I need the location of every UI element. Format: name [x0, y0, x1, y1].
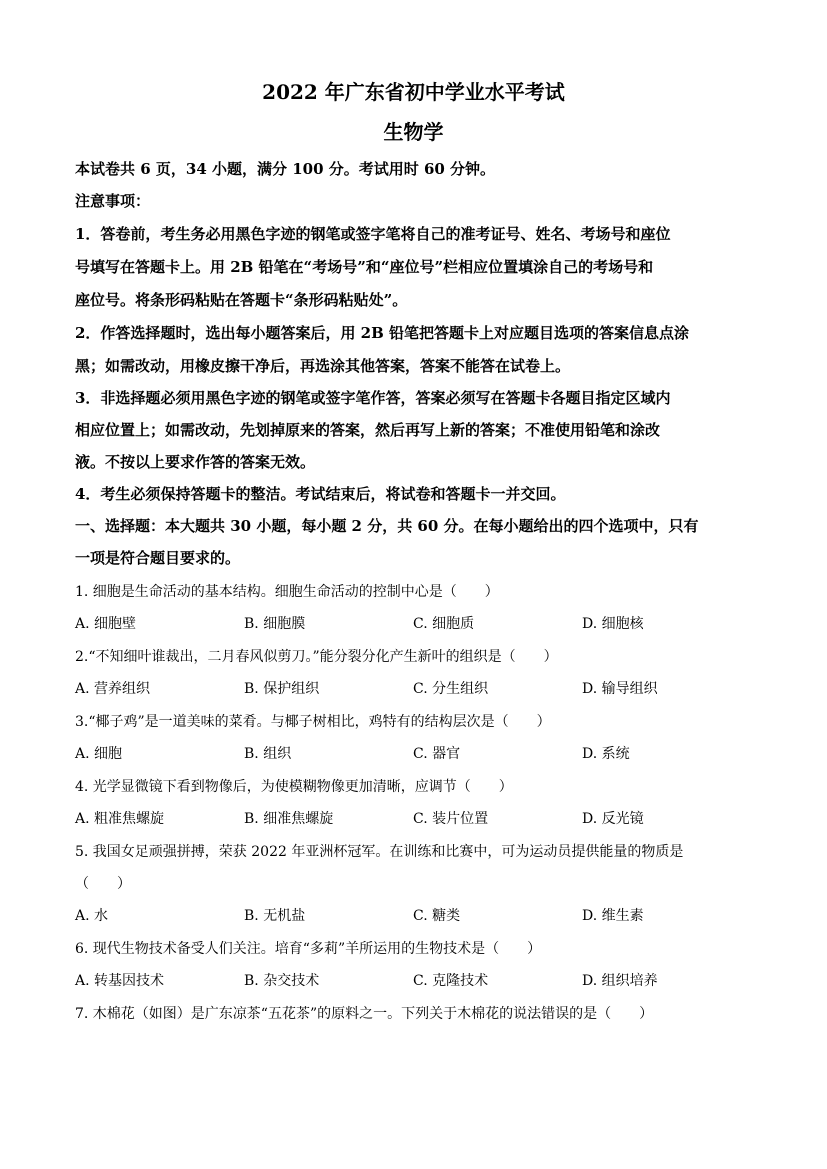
notice-line: 座位号。将条形码粘贴在答题卡“条形码粘贴处”。	[75, 291, 408, 309]
question-stem: 4. 光学显微镜下看到物像后，为使模糊物像更加清晰，应调节（ ）	[75, 779, 513, 795]
notice-line: 1．答卷前，考生务必用黑色字迹的钢笔或签字笔将自己的准考证号、姓名、考场号和座位	[75, 225, 671, 243]
option-d: D. 维生素	[582, 908, 644, 924]
option-c: C. 装片位置	[413, 811, 489, 827]
section-heading: 一项是符合题目要求的。	[75, 549, 241, 567]
option-c: C. 糖类	[413, 908, 461, 924]
notice-line: 号填写在答题卡上。用 2B 铅笔在“考场号”和“座位号”栏相应位置填涂自己的考场号和	[75, 258, 654, 276]
exam-title: 2022 年广东省初中学业水平考试	[262, 80, 565, 104]
option-d: D. 输导组织	[582, 681, 658, 697]
option-b: B. 组织	[244, 746, 292, 762]
notice-heading: 注意事项：	[75, 192, 151, 210]
section-heading: 一、选择题：本大题共 30 小题，每小题 2 分，共 60 分。在每小题给出的四个选项中，只有	[75, 517, 699, 535]
option-a: A. 细胞	[75, 746, 123, 762]
notice-line: 3．非选择题必须用黑色字迹的钢笔或签字笔作答，答案必须写在答题卡各题目指定区域内	[75, 389, 671, 407]
option-c: C. 细胞质	[413, 616, 475, 632]
subject-title: 生物学	[383, 120, 444, 144]
question-stem-continued: （ ）	[75, 876, 131, 892]
option-c: C. 器官	[413, 746, 461, 762]
option-a: A. 营养组织	[75, 681, 151, 697]
question-stem: 7. 木棉花（如图）是广东凉茶“五花茶”的原料之一。下列关于木棉花的说法错误的是（ ）	[75, 1006, 654, 1022]
notice-line: 液。不按以上要求作答的答案无效。	[75, 453, 316, 471]
option-a: A. 转基因技术	[75, 973, 165, 989]
question-stem: 6. 现代生物技术备受人们关注。培育“多莉”羊所运用的生物技术是（ ）	[75, 941, 542, 957]
notice-line: 黑；如需改动，用橡皮擦干净后，再选涂其他答案，答案不能答在试卷上。	[75, 357, 571, 375]
option-a: A. 粗准焦螺旋	[75, 811, 165, 827]
question-stem: 3.“椰子鸡”是一道美味的菜肴。与椰子树相比，鸡特有的结构层次是（ ）	[75, 714, 551, 730]
option-b: B. 杂交技术	[244, 973, 320, 989]
option-b: B. 无机盐	[244, 908, 306, 924]
question-stem: 5. 我国女足顽强拼搏，荣获 2022 年亚洲杯冠军。在训练和比赛中，可为运动员提供能量的物质是	[75, 844, 684, 860]
option-d: D. 细胞核	[582, 616, 644, 632]
option-a: A. 水	[75, 908, 109, 924]
option-d: D. 反光镜	[582, 811, 644, 827]
option-b: B. 保护组织	[244, 681, 320, 697]
option-a: A. 细胞壁	[75, 616, 137, 632]
notice-line: 相应位置上；如需改动，先划掉原来的答案，然后再写上新的答案；不准使用铅笔和涂改	[75, 421, 661, 439]
notice-line: 4．考生必须保持答题卡的整洁。考试结束后，将试卷和答题卡一并交回。	[75, 485, 566, 503]
option-c: C. 克隆技术	[413, 973, 489, 989]
option-b: B. 细胞膜	[244, 616, 306, 632]
question-stem: 1. 细胞是生命活动的基本结构。细胞生命活动的控制中心是（ ）	[75, 584, 499, 600]
option-c: C. 分生组织	[413, 681, 489, 697]
notice-line: 2．作答选择题时，选出每小题答案后，用 2B 铅笔把答题卡上对应题目选项的答案信息点涂	[75, 324, 690, 342]
option-d: D. 系统	[582, 746, 630, 762]
question-stem: 2.“不知细叶谁裁出，二月春风似剪刀。”能分裂分化产生新叶的组织是（ ）	[75, 649, 558, 665]
option-d: D. 组织培养	[582, 973, 658, 989]
option-b: B. 细准焦螺旋	[244, 811, 334, 827]
exam-intro: 本试卷共 6 页，34 小题，满分 100 分。考试用时 60 分钟。	[75, 160, 496, 178]
